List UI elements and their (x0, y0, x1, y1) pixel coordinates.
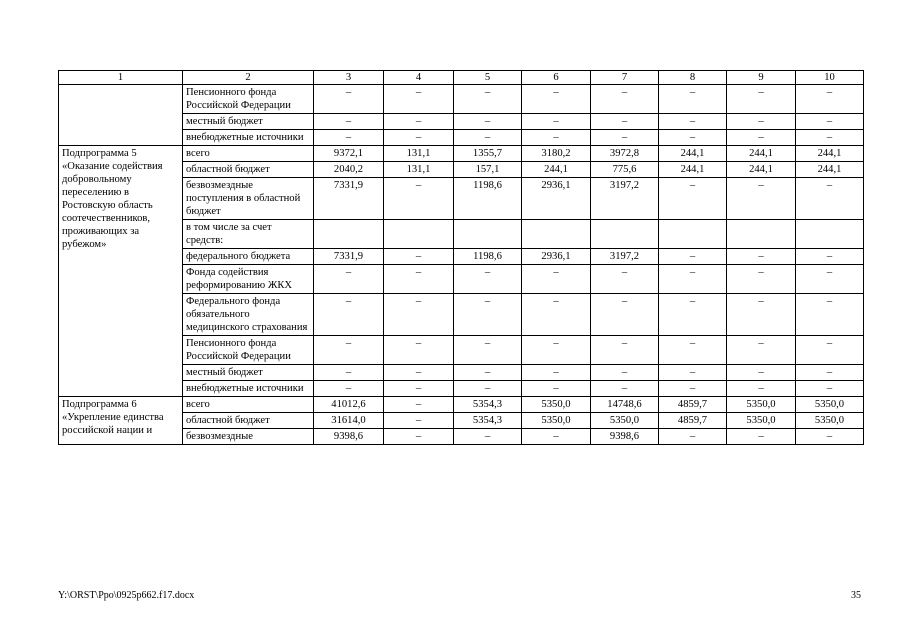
header-cell: 10 (796, 71, 864, 85)
value-cell: 244,1 (796, 146, 864, 162)
value-cell: – (727, 336, 796, 365)
value-cell: 5350,0 (591, 413, 659, 429)
value-cell: – (659, 130, 727, 146)
value-cell: – (454, 294, 522, 336)
value-cell: – (727, 249, 796, 265)
value-cell: 9398,6 (591, 429, 659, 445)
value-cell: 9398,6 (314, 429, 384, 445)
value-cell: 5354,3 (454, 397, 522, 413)
value-cell: – (522, 130, 591, 146)
value-cell: – (454, 130, 522, 146)
value-cell (796, 220, 864, 249)
value-cell: – (796, 294, 864, 336)
value-cell: – (796, 336, 864, 365)
funding-source-label: Пенсионного фонда Российской Федерации (183, 336, 314, 365)
value-cell: 7331,9 (314, 249, 384, 265)
value-cell: 5350,0 (727, 397, 796, 413)
header-cell: 1 (59, 71, 183, 85)
value-cell: 5350,0 (727, 413, 796, 429)
value-cell: 3180,2 (522, 146, 591, 162)
value-cell: – (727, 381, 796, 397)
value-cell: – (384, 336, 454, 365)
funding-source-label: Федерального фонда обязательного медицинского страхования (183, 294, 314, 336)
value-cell (727, 220, 796, 249)
value-cell: – (727, 114, 796, 130)
value-cell: 2040,2 (314, 162, 384, 178)
value-cell: 9372,1 (314, 146, 384, 162)
value-cell: – (314, 365, 384, 381)
header-cell: 4 (384, 71, 454, 85)
value-cell: 3197,2 (591, 249, 659, 265)
value-cell: – (659, 336, 727, 365)
value-cell: – (727, 365, 796, 381)
value-cell: – (384, 265, 454, 294)
value-cell: – (796, 114, 864, 130)
program-name-cell: Подпрограмма 5 «Оказание содействия добровольному переселению в Ростовскую область соотечественников, проживающих за рубежом» (59, 146, 183, 397)
value-cell: – (659, 265, 727, 294)
value-cell: – (522, 265, 591, 294)
value-cell: – (796, 429, 864, 445)
value-cell: – (727, 178, 796, 220)
value-cell: – (384, 365, 454, 381)
value-cell: – (314, 336, 384, 365)
header-cell: 2 (183, 71, 314, 85)
budget-table (58, 70, 864, 445)
header-cell: 6 (522, 71, 591, 85)
table-row (59, 146, 864, 162)
value-cell: – (454, 85, 522, 114)
table-header-row (59, 71, 864, 85)
value-cell (384, 220, 454, 249)
value-cell: – (591, 294, 659, 336)
value-cell (314, 220, 384, 249)
value-cell: – (659, 249, 727, 265)
value-cell: – (591, 85, 659, 114)
value-cell: 4859,7 (659, 413, 727, 429)
value-cell: – (522, 336, 591, 365)
value-cell: – (591, 114, 659, 130)
value-cell: – (522, 85, 591, 114)
value-cell: – (796, 381, 864, 397)
value-cell: – (314, 114, 384, 130)
value-cell: – (522, 381, 591, 397)
value-cell: – (522, 294, 591, 336)
value-cell (522, 220, 591, 249)
funding-source-label: безвозмездные поступления в областной бюджет (183, 178, 314, 220)
value-cell: – (591, 265, 659, 294)
value-cell: 14748,6 (591, 397, 659, 413)
value-cell: – (796, 249, 864, 265)
value-cell: 5350,0 (522, 397, 591, 413)
funding-source-label: Фонда содействия реформированию ЖКХ (183, 265, 314, 294)
value-cell: – (659, 178, 727, 220)
value-cell: – (454, 114, 522, 130)
value-cell: – (522, 429, 591, 445)
value-cell (591, 220, 659, 249)
value-cell: 1198,6 (454, 178, 522, 220)
value-cell: – (727, 85, 796, 114)
value-cell: – (591, 130, 659, 146)
value-cell: 244,1 (522, 162, 591, 178)
value-cell: – (796, 265, 864, 294)
value-cell: 5350,0 (796, 397, 864, 413)
value-cell: – (522, 114, 591, 130)
value-cell: – (659, 381, 727, 397)
value-cell (659, 220, 727, 249)
value-cell: 5354,3 (454, 413, 522, 429)
header-cell: 3 (314, 71, 384, 85)
value-cell: – (591, 336, 659, 365)
value-cell: 7331,9 (314, 178, 384, 220)
program-name-cell-empty (59, 85, 183, 146)
value-cell: 5350,0 (522, 413, 591, 429)
header-cell: 8 (659, 71, 727, 85)
value-cell: 131,1 (384, 162, 454, 178)
funding-source-label: федерального бюджета (183, 249, 314, 265)
value-cell: 4859,7 (659, 397, 727, 413)
value-cell: – (659, 85, 727, 114)
value-cell: – (384, 294, 454, 336)
value-cell: – (384, 381, 454, 397)
value-cell: – (384, 397, 454, 413)
value-cell: – (384, 178, 454, 220)
header-cell: 5 (454, 71, 522, 85)
value-cell: – (727, 294, 796, 336)
value-cell: – (591, 381, 659, 397)
value-cell: 3972,8 (591, 146, 659, 162)
value-cell: 2936,1 (522, 178, 591, 220)
value-cell: – (522, 365, 591, 381)
value-cell: – (384, 413, 454, 429)
table-row (59, 397, 864, 413)
value-cell: – (314, 294, 384, 336)
header-cell: 7 (591, 71, 659, 85)
funding-source-label: внебюджетные источники (183, 381, 314, 397)
value-cell: 244,1 (727, 146, 796, 162)
value-cell: 41012,6 (314, 397, 384, 413)
funding-source-label: областной бюджет (183, 413, 314, 429)
value-cell: – (454, 265, 522, 294)
value-cell: – (659, 294, 727, 336)
value-cell: 5350,0 (796, 413, 864, 429)
value-cell: – (314, 265, 384, 294)
value-cell: 775,6 (591, 162, 659, 178)
funding-source-label: местный бюджет (183, 365, 314, 381)
header-cell: 9 (727, 71, 796, 85)
value-cell: – (659, 365, 727, 381)
value-cell: – (384, 85, 454, 114)
funding-source-label: Пенсионного фонда Российской Федерации (183, 85, 314, 114)
value-cell: – (384, 249, 454, 265)
value-cell: 31614,0 (314, 413, 384, 429)
value-cell: 244,1 (727, 162, 796, 178)
program-name-cell: Подпрограмма 6 «Укрепление единства российской нации и (59, 397, 183, 445)
value-cell: – (727, 429, 796, 445)
funding-source-label: в том числе за счет средств: (183, 220, 314, 249)
value-cell: – (796, 85, 864, 114)
funding-source-label: безвозмездные (183, 429, 314, 445)
value-cell: – (384, 114, 454, 130)
value-cell (454, 220, 522, 249)
value-cell: – (659, 429, 727, 445)
value-cell: – (384, 429, 454, 445)
value-cell: – (454, 429, 522, 445)
value-cell: 244,1 (796, 162, 864, 178)
value-cell: – (454, 365, 522, 381)
value-cell: – (796, 130, 864, 146)
value-cell: 131,1 (384, 146, 454, 162)
table-row (59, 85, 864, 114)
value-cell: – (454, 336, 522, 365)
value-cell: – (454, 381, 522, 397)
value-cell: – (591, 365, 659, 381)
value-cell: 244,1 (659, 146, 727, 162)
value-cell: – (796, 178, 864, 220)
funding-source-label: областной бюджет (183, 162, 314, 178)
value-cell: 2936,1 (522, 249, 591, 265)
funding-source-label: местный бюджет (183, 114, 314, 130)
footer-file-path: Y:\ORST\Ppo\0925p662.f17.docx (58, 590, 195, 601)
value-cell: – (727, 265, 796, 294)
value-cell: – (727, 130, 796, 146)
value-cell: 244,1 (659, 162, 727, 178)
value-cell: – (314, 85, 384, 114)
value-cell: – (384, 130, 454, 146)
value-cell: 1198,6 (454, 249, 522, 265)
funding-source-label: всего (183, 146, 314, 162)
value-cell: – (659, 114, 727, 130)
value-cell: 3197,2 (591, 178, 659, 220)
funding-source-label: внебюджетные источники (183, 130, 314, 146)
footer-page-number: 35 (851, 590, 861, 601)
value-cell: – (314, 130, 384, 146)
value-cell: 157,1 (454, 162, 522, 178)
funding-source-label: всего (183, 397, 314, 413)
value-cell: – (796, 365, 864, 381)
value-cell: 1355,7 (454, 146, 522, 162)
value-cell: – (314, 381, 384, 397)
